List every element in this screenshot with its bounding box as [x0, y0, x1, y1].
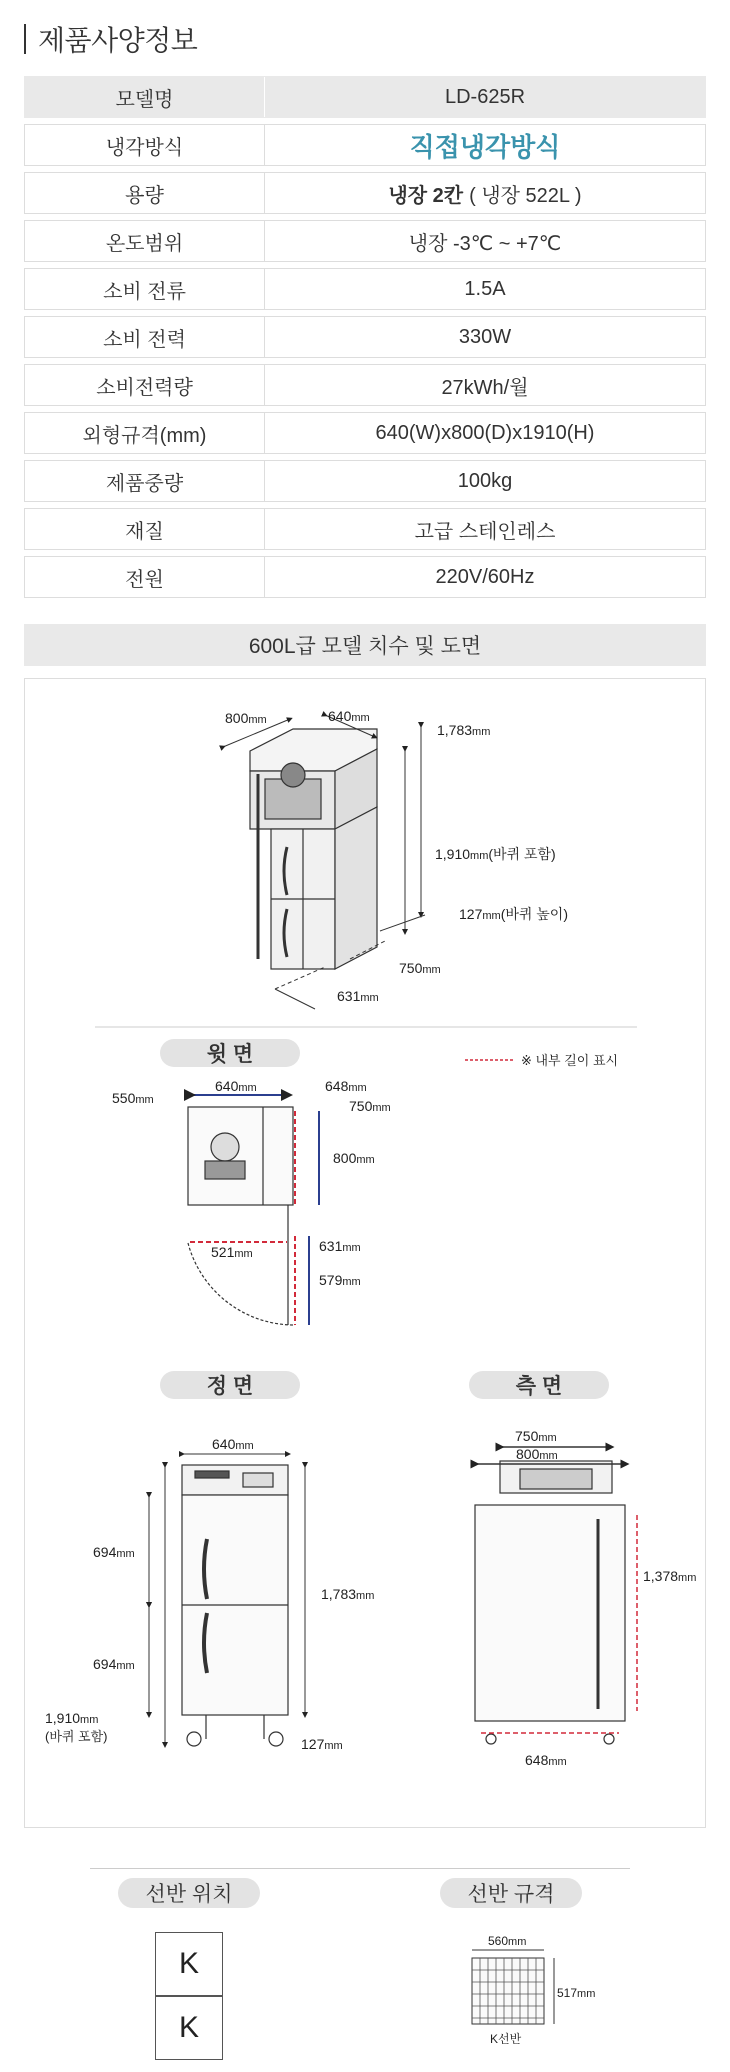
spec-row-capacity	[24, 172, 706, 214]
top-d550-label: 550mm	[112, 1090, 154, 1106]
dimensions-heading: 600L급 모델 치수 및 도면	[24, 624, 706, 666]
top-d750-label: 750mm	[349, 1098, 391, 1114]
spec-row-energy	[24, 364, 706, 406]
top-d800-label: 800mm	[333, 1150, 375, 1166]
front-h1783-label: 1,783mm	[321, 1586, 375, 1602]
spec-label: 소비 전류	[25, 269, 265, 309]
spec-value: 고급 스테인레스	[414, 520, 556, 543]
iso-d750-label: 750mm	[399, 960, 441, 976]
title-bar	[24, 24, 26, 54]
spec-value	[265, 173, 705, 213]
spec-label: 소비전력량	[25, 365, 265, 405]
top-d631-label: 631mm	[319, 1238, 361, 1254]
top-w521-label: 521mm	[211, 1244, 253, 1260]
spec-value: LD-625R	[444, 85, 526, 108]
front-h127-label: 127mm	[301, 1736, 343, 1752]
drawing-panel	[24, 678, 706, 1828]
spec-value-note: ( 냉장 522L )	[469, 184, 582, 207]
side-d800-label: 800mm	[516, 1446, 558, 1462]
shelf-divider	[90, 1868, 630, 1869]
front-w640-label: 640mm	[212, 1436, 254, 1452]
spec-value: 220V/60Hz	[435, 565, 535, 588]
technical-drawing	[25, 679, 707, 1829]
iso-h1783-label: 1,783mm	[437, 722, 491, 738]
spec-value: 27kWh/월	[441, 376, 529, 399]
spec-label: 온도범위	[25, 221, 265, 261]
iso-w800-label: 800mm	[225, 710, 267, 726]
side-d648-label: 648mm	[525, 1752, 567, 1768]
spec-label: 용량	[25, 173, 265, 213]
side-d750-label: 750mm	[515, 1428, 557, 1444]
shelf-name-label: K선반	[490, 2032, 522, 2046]
shelf-position-label: 선반 위치	[118, 1878, 260, 1908]
spec-row-cooling	[24, 124, 706, 166]
front-h1910-label: 1,910mm	[45, 1710, 99, 1726]
spec-row-power	[24, 316, 706, 358]
spec-label: 모델명	[25, 77, 265, 117]
side-view-label: 측 면	[469, 1371, 609, 1399]
top-view	[188, 1107, 295, 1325]
spec-label: 외형규격(mm)	[25, 413, 265, 453]
spec-value: 100kg	[457, 469, 513, 492]
spec-row-temp	[24, 220, 706, 262]
spec-row-weight	[24, 460, 706, 502]
page-title: 제품사양정보	[38, 25, 198, 56]
section-title	[24, 22, 197, 56]
front-h694b-label: 694mm	[93, 1656, 135, 1672]
iso-d631-label: 631mm	[337, 988, 379, 1004]
spec-label: 전원	[25, 557, 265, 597]
shelf-k-bottom: K	[155, 1996, 223, 2060]
spec-label: 냉각방식	[25, 125, 265, 165]
spec-row-material	[24, 508, 706, 550]
front-h1910-note: (바퀴 포함)	[45, 1729, 108, 1744]
top-legend-text: ※ 내부 길이 표시	[521, 1053, 619, 1068]
iso-h1910-label: 1,910mm(바퀴 포함)	[435, 846, 556, 862]
front-view-label: 정 면	[160, 1371, 300, 1399]
front-view	[182, 1465, 288, 1746]
shelf-w560-label: 560mm	[488, 1934, 527, 1948]
spec-value: 640(W)x800(D)x1910(H)	[375, 421, 595, 444]
spec-value-bold: 냉장 2칸	[388, 184, 464, 207]
iso-h127-label: 127mm(바퀴 높이)	[459, 906, 568, 922]
spec-row-model	[24, 76, 706, 118]
side-view	[475, 1461, 625, 1744]
top-d648-label: 648mm	[325, 1078, 367, 1094]
spec-row-size	[24, 412, 706, 454]
iso-view	[250, 729, 377, 969]
shelf-k-top: K	[155, 1932, 223, 1996]
spec-value: 330W	[458, 325, 512, 348]
shelf-spec-label: 선반 규격	[440, 1878, 582, 1908]
shelf-d517-label: 517mm	[557, 1986, 596, 2000]
side-h1378-label: 1,378mm	[643, 1568, 697, 1584]
spec-table	[24, 76, 706, 604]
top-w640-label: 640mm	[215, 1078, 257, 1094]
top-d579-label: 579mm	[319, 1272, 361, 1288]
spec-label: 재질	[25, 509, 265, 549]
front-h694a-label: 694mm	[93, 1544, 135, 1560]
spec-label: 소비 전력	[25, 317, 265, 357]
spec-row-power-supply	[24, 556, 706, 598]
spec-label: 제품중량	[25, 461, 265, 501]
spec-row-current	[24, 268, 706, 310]
spec-value: 1.5A	[464, 277, 506, 300]
iso-w640-label: 640mm	[328, 708, 370, 724]
spec-value: 직접냉각방식	[409, 131, 561, 162]
top-view-label: 윗 면	[160, 1039, 300, 1067]
spec-value: 냉장 -3℃ ~ +7℃	[408, 232, 562, 255]
